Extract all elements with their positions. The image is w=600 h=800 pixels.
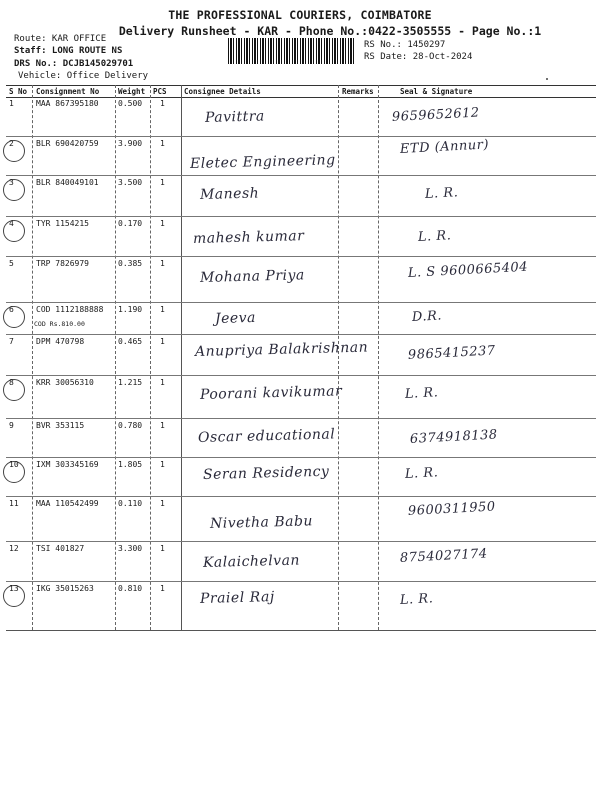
row-pcs: 1 [160,544,165,553]
row-seal-signature: L. R. [404,465,439,482]
row-seal-signature: L. R. [404,385,439,402]
row-seal-signature: 9600311950 [407,499,496,519]
route-label: Route: KAR OFFICE [14,34,107,44]
row-seal-signature: L. S 9600665404 [407,259,529,281]
row-separator [6,256,596,257]
row-weight: 0.170 [118,219,143,228]
row-sno: 4 [9,219,14,228]
row-consignment-no: BVR 353115 [36,421,85,430]
row-consignment-no: BLR 690420759 [36,139,99,148]
row-separator [6,541,596,542]
row-sno: 2 [9,139,14,148]
row-sno: 13 [9,584,19,593]
row-sno: 11 [9,499,19,508]
col-sno-header: S No [9,87,28,96]
row-consignment-no: MAA 110542499 [36,499,99,508]
row-weight: 1.805 [118,460,143,469]
row-consignment-no: IXM 303345169 [36,460,99,469]
row-sno: 6 [9,305,14,314]
col-seal-header: Seal & Signature [400,87,473,96]
row-consignee-name: Kalaichelvan [202,552,301,571]
row-separator [6,375,596,376]
row-seal-signature: 8754027174 [399,546,488,566]
row-seal-signature: D.R. [411,308,443,325]
row-sno: 7 [9,337,14,346]
row-separator [6,418,596,419]
circle-mark-icon [3,179,25,201]
row-cod-amount: COD Rs.810.00 [34,320,85,328]
row-weight: 1.190 [118,305,143,314]
row-pcs: 1 [160,219,165,228]
row-consignment-no: TRP 7826979 [36,259,89,268]
row-weight: 3.900 [118,139,143,148]
row-separator [6,581,596,582]
column-divider [378,85,379,630]
row-separator [6,496,596,497]
column-divider [338,85,339,630]
row-seal-signature: 6374918138 [409,427,498,447]
circle-mark-icon [3,220,25,242]
row-separator [6,175,596,176]
row-consignment-no: TYR 1154215 [36,219,89,228]
row-separator [6,216,596,217]
row-separator [6,334,596,335]
row-seal-signature: L. R. [417,228,452,245]
column-divider [150,85,151,630]
row-consignee-name: Poorani kavikumar [199,383,343,403]
row-weight: 0.780 [118,421,143,430]
row-consignee-name: Seran Residency [202,463,330,483]
row-pcs: 1 [160,378,165,387]
row-consignee-name: Pavittra [204,108,266,126]
column-divider [181,85,182,630]
row-consignment-no: IKG 35015263 [36,584,94,593]
circle-mark-icon [3,140,25,162]
row-pcs: 1 [160,178,165,187]
row-pcs: 1 [160,259,165,268]
barcode-icon [228,38,356,64]
row-pcs: 1 [160,337,165,346]
row-pcs: 1 [160,584,165,593]
row-consignee-name: Mohana Priya [199,267,305,286]
row-consignee-name: Anupriya Balakrishnan [194,339,369,360]
row-sno: 8 [9,378,14,387]
row-consignee-name: Jeeva [214,309,257,327]
row-pcs: 1 [160,139,165,148]
row-pcs: 1 [160,305,165,314]
row-consignment-no: MAA 867395180 [36,99,99,108]
column-divider [32,85,33,630]
row-sno: 5 [9,259,14,268]
circle-mark-icon [3,379,25,401]
row-sno: 12 [9,544,19,553]
row-weight: 0.810 [118,584,143,593]
row-weight: 0.110 [118,499,143,508]
row-consignment-no: BLR 840049101 [36,178,99,187]
row-pcs: 1 [160,460,165,469]
row-consignment-no: TSI 401827 [36,544,85,553]
row-consignee-name: mahesh kumar [192,228,305,247]
row-weight: 3.500 [118,178,143,187]
row-weight: 0.500 [118,99,143,108]
column-divider [115,85,116,630]
vehicle-label: Vehicle: Office Delivery [18,71,149,81]
row-seal-signature: L. R. [424,185,459,202]
row-pcs: 1 [160,499,165,508]
row-consignee-name: Manesh [199,185,260,203]
rs-number: RS No.: 1450297 [364,40,446,50]
speck [546,78,548,80]
row-consignment-no: COD 1112188888 [36,305,104,314]
row-seal-signature: ETD (Annur) [399,137,490,157]
row-seal-signature: 9659652612 [391,105,480,125]
staff-label: Staff: LONG ROUTE NS [14,46,123,56]
row-consignee-name: Eletec Engineering [189,152,336,172]
row-weight: 0.465 [118,337,143,346]
col-consignee-header: Consignee Details [184,87,261,96]
circle-mark-icon [3,306,25,328]
document-subtitle: Delivery Runsheet - KAR - Phone No.:0422-3505555 - Page No.:1 [118,24,542,38]
row-consignee-name: Praiel Raj [199,589,275,607]
row-separator [6,302,596,303]
drs-number: DRS No.: DCJB145029701 [14,59,134,69]
row-sno: 3 [9,178,14,187]
row-sno: 10 [9,460,19,469]
row-separator [6,136,596,137]
row-sno: 9 [9,421,14,430]
row-consignee-name: Nivetha Babu [209,513,314,532]
table-bottom-border [6,630,596,631]
row-consignment-no: DPM 470798 [36,337,85,346]
row-weight: 0.385 [118,259,143,268]
row-pcs: 1 [160,421,165,430]
col-weight-header: Weight [118,87,146,96]
row-weight: 1.215 [118,378,143,387]
row-consignment-no: KRR 30056310 [36,378,94,387]
row-pcs: 1 [160,99,165,108]
col-consignment-header: Consignment No [36,87,100,96]
row-seal-signature: 9865415237 [407,343,496,363]
document-title: THE PROFESSIONAL COURIERS, COIMBATORE [168,8,432,22]
row-consignee-name: Oscar educational [197,426,336,446]
row-seal-signature: L. R. [399,591,434,608]
row-separator [6,457,596,458]
col-pcs-header: PCS [153,87,167,96]
col-remarks-header: Remarks [342,87,374,96]
row-weight: 3.300 [118,544,143,553]
rs-date: RS Date: 28-Oct-2024 [364,52,473,62]
row-sno: 1 [9,99,14,108]
